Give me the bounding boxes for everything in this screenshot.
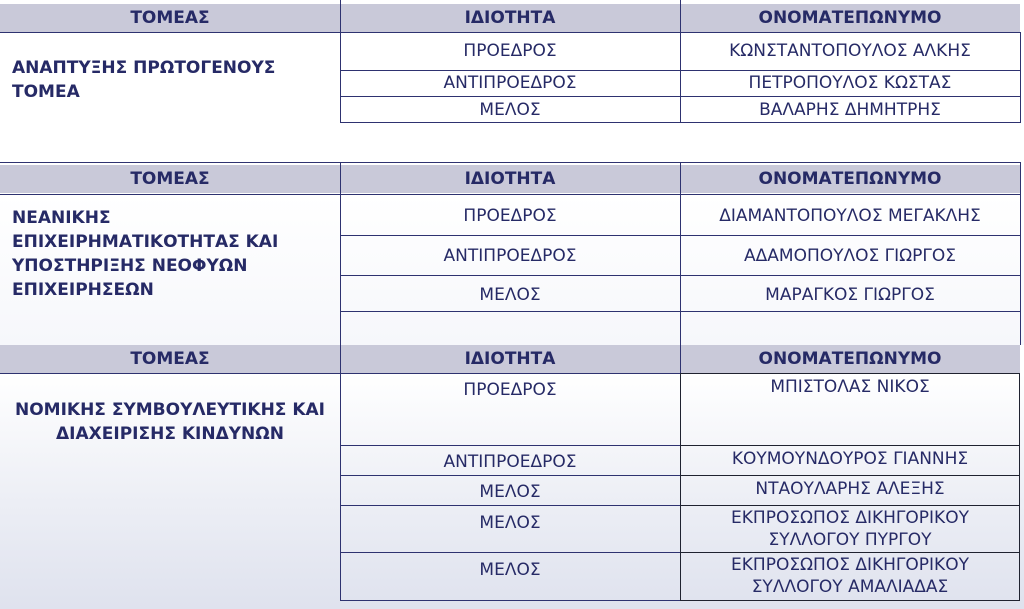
- table3-row-divider: [340, 475, 680, 476]
- table2-header-sector: ΤΟΜΕΑΣ: [130, 169, 210, 189]
- table2-top-line: [0, 162, 1020, 163]
- sector-line: ΑΝΑΠΤΥΞΗΣ ΠΡΩΤΟΓΕΝΟΥΣ: [12, 58, 276, 78]
- name-line: ΕΚΠΡΟΣΩΠΟΣ ΔΙΚΗΓΟΡΙΚΟΥ: [731, 508, 969, 528]
- sector-line: ΝΕΑΝΙΚΗΣ: [12, 208, 111, 228]
- table2-row-divider: [340, 275, 1020, 276]
- table3-row3-name: ΝΤΑΟΥΛΑΡΗΣ ΑΛΕΞΗΣ: [755, 479, 945, 499]
- table2-row3-name: ΜΑΡΑΓΚΟΣ ΓΙΩΡΓΟΣ: [765, 285, 935, 305]
- table1-divider: [0, 32, 1020, 33]
- name-line: ΣΥΛΛΟΓΟΥ ΑΜΑΛΙΑΔΑΣ: [751, 577, 949, 597]
- table3-sector: [0, 398, 340, 446]
- table1-sector: [12, 56, 275, 104]
- table1-header-name: ΟΝΟΜΑΤΕΠΩΝΥΜΟ: [758, 8, 942, 28]
- table2-header-role: ΙΔΙΟΤΗΤΑ: [464, 169, 556, 189]
- table1-row3-name: ΒΑΛΑΡΗΣ ΔΗΜΗΤΡΗΣ: [759, 100, 941, 120]
- table1-header-role: ΙΔΙΟΤΗΤΑ: [464, 8, 556, 28]
- table3-row-divider: [340, 505, 680, 506]
- table2-sector: [12, 206, 278, 302]
- table3-row1-role: ΠΡΟΕΔΡΟΣ: [463, 380, 557, 400]
- name-line: ΣΥΛΛΟΓΟΥ ΠΥΡΓΟΥ: [768, 530, 932, 550]
- table3-row-divider: [340, 552, 680, 553]
- table1-row-divider: [340, 122, 1020, 123]
- table2-row2-role: ΑΝΤΙΠΡΟΕΔΡΟΣ: [443, 246, 577, 266]
- table1-header-sector: ΤΟΜΕΑΣ: [130, 8, 210, 28]
- table2-row1-role: ΠΡΟΕΔΡΟΣ: [463, 206, 557, 226]
- sector-line: ΤΟΜΕΑ: [12, 82, 80, 102]
- table2-row-divider: [340, 235, 1020, 236]
- table3-header-role: ΙΔΙΟΤΗΤΑ: [464, 349, 556, 369]
- sector-line: ΕΠΙΧΕΙΡΗΜΑΤΙΚΟΤΗΤΑΣ ΚΑΙ: [12, 232, 279, 252]
- table1-row2-name: ΠΕΤΡΟΠΟΥΛΟΣ ΚΩΣΤΑΣ: [748, 73, 952, 93]
- table3-col-divider: [680, 345, 681, 373]
- table2-row1-name: ΔΙΑΜΑΝΤΟΠΟΥΛΟΣ ΜΕΓΑΚΛΗΣ: [719, 206, 981, 226]
- table3-row1-name: ΜΠΙΣΤΟΛΑΣ ΝΙΚΟΣ: [770, 377, 930, 397]
- table3-row2-role: ΑΝΤΙΠΡΟΕΔΡΟΣ: [443, 452, 577, 472]
- sector-line: ΕΠΙΧΕΙΡΗΣΕΩΝ: [12, 280, 154, 300]
- table3-row3-role: ΜΕΛΟΣ: [479, 482, 541, 502]
- sector-line: ΔΙΑΧΕΙΡΙΣΗΣ ΚΙΝΔΥΝΩΝ: [56, 424, 284, 444]
- table2-header-name: ΟΝΟΜΑΤΕΠΩΝΥΜΟ: [758, 169, 942, 189]
- table3-row-divider: [340, 600, 680, 601]
- table2-row-divider: [340, 311, 1020, 312]
- table2-divider: [0, 194, 1020, 195]
- sector-line: ΝΟΜΙΚΗΣ ΣΥΜΒΟΥΛΕΥΤΙΚΗΣ ΚΑΙ: [14, 400, 325, 420]
- table1-row-divider: [340, 96, 1020, 97]
- table1-col-divider: [1020, 32, 1021, 123]
- table2-col-divider: [1020, 162, 1021, 345]
- table1-row2-role: ΑΝΤΙΠΡΟΕΔΡΟΣ: [443, 73, 577, 93]
- table1-row1-role: ΠΡΟΕΔΡΟΣ: [463, 41, 557, 61]
- table1-row-divider: [340, 70, 1020, 71]
- name-line: ΕΚΠΡΟΣΩΠΟΣ ΔΙΚΗΓΟΡΙΚΟΥ: [731, 555, 969, 575]
- sector-line: ΥΠΟΣΤΗΡΙΞΗΣ ΝΕΟΦΥΩΝ: [12, 256, 248, 276]
- table2-row2-name: ΑΔΑΜΟΠΟΥΛΟΣ ΓΙΩΡΓΟΣ: [744, 246, 956, 266]
- table1-row1-name: ΚΩΝΣΤΑΝΤΟΠΟΥΛΟΣ ΑΛΚΗΣ: [729, 41, 971, 61]
- table3-row-divider: [340, 445, 680, 446]
- table2-row3-role: ΜΕΛΟΣ: [479, 285, 541, 305]
- table3-header-name: ΟΝΟΜΑΤΕΠΩΝΥΜΟ: [758, 349, 942, 369]
- table3-header-sector: ΤΟΜΕΑΣ: [130, 349, 210, 369]
- table3-row5-role: ΜΕΛΟΣ: [479, 560, 541, 580]
- table3-row4-role: ΜΕΛΟΣ: [479, 513, 541, 533]
- table3-row2-name: ΚΟΥΜΟΥΝΔΟΥΡΟΣ ΓΙΑΝΝΗΣ: [731, 449, 969, 469]
- table3-row5-name: [680, 554, 1020, 598]
- table1-row3-role: ΜΕΛΟΣ: [479, 100, 541, 120]
- table3-row4-name: [680, 507, 1020, 551]
